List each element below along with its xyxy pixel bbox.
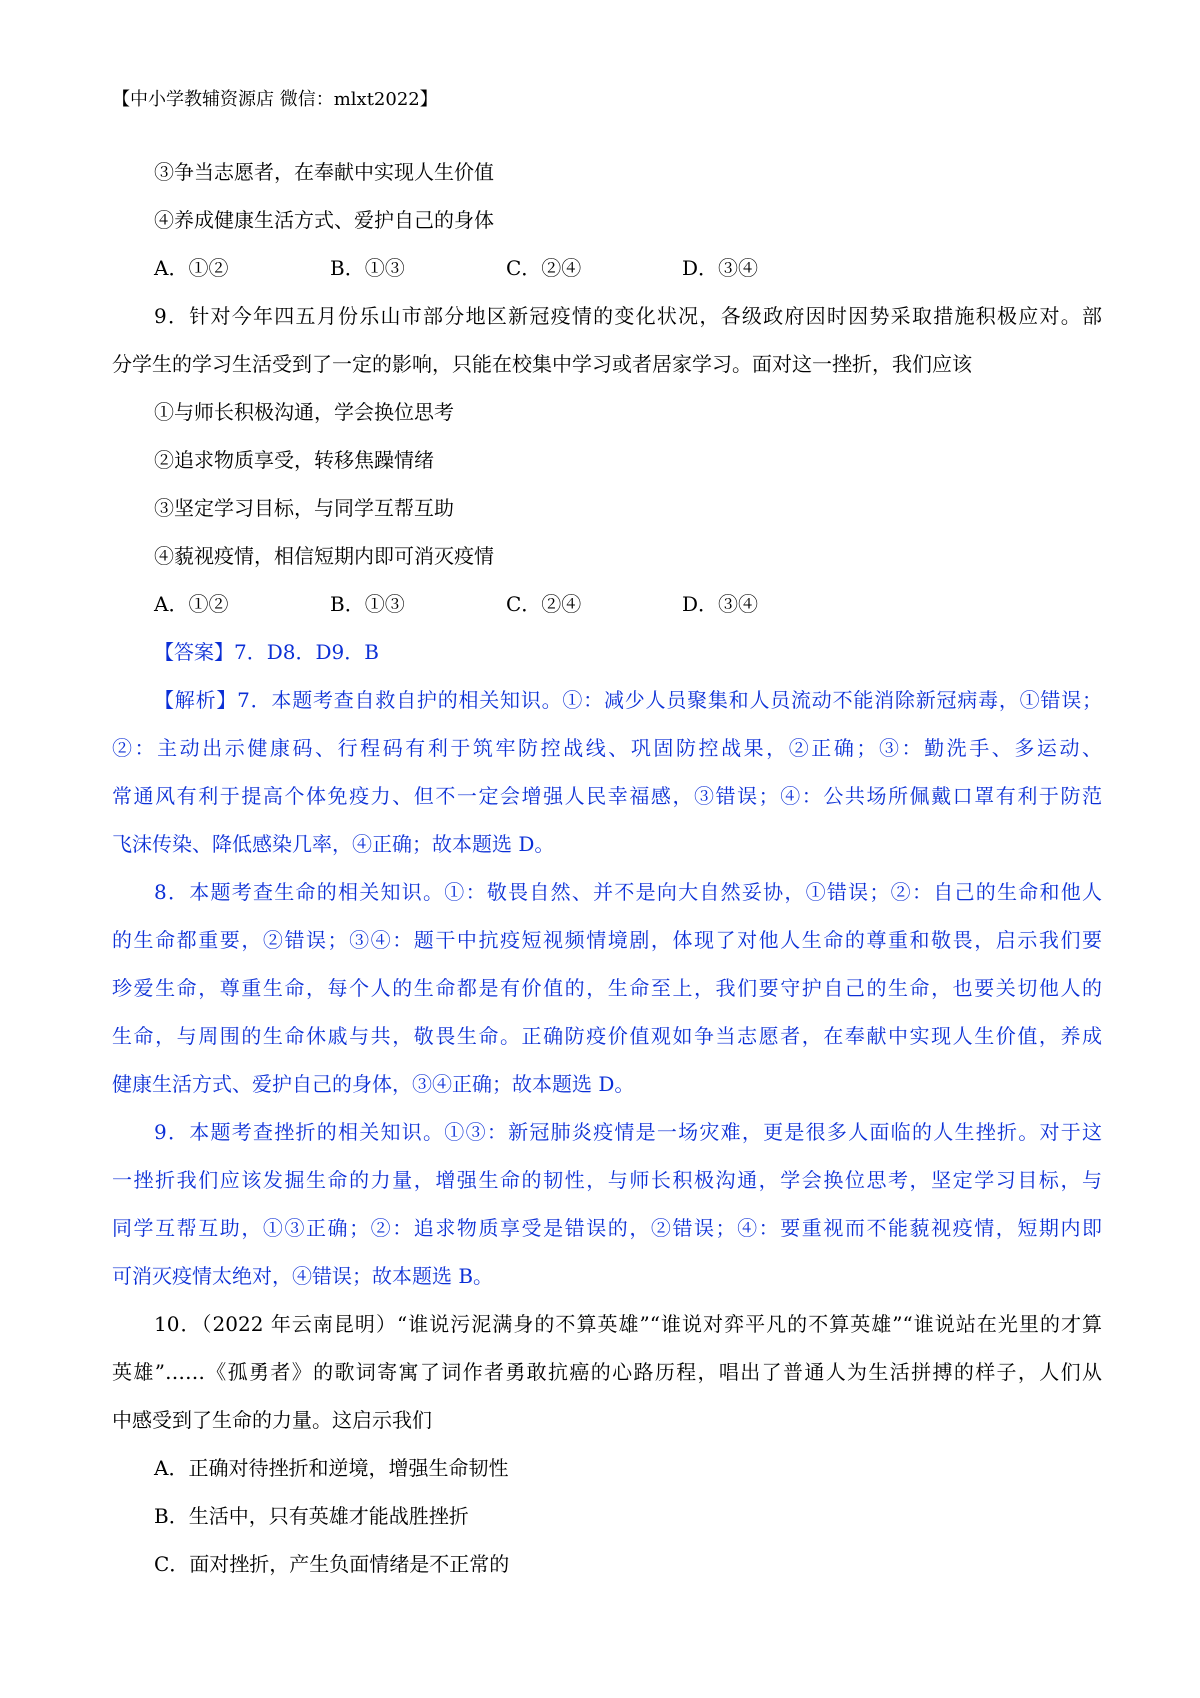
analysis-9-line-2: 一挫折我们应该发掘生命的力量，增强生命的韧性，与师长积极沟通，学会换位思考，坚定学习目标，与 [112,1168,1102,1192]
analysis-8-line-2: 的生命都重要，②错误；③④：题干中抗疫短视频情境剧，体现了对他人生命的尊重和敬畏，启示我们要 [112,928,1102,952]
analysis-9-line-1: 9．本题考查挫折的相关知识。①③：新冠肺炎疫情是一场灾难，更是很多人面临的人生挫折。对于这 [154,1120,1102,1144]
analysis-8-line-4: 生命，与周围的生命休戚与共，敬畏生命。正确防疫价值观如争当志愿者，在奉献中实现人生价值，养成 [112,1024,1102,1048]
q10-stem-line-3: 中感受到了生命的力量。这启示我们 [112,1408,432,1432]
analysis-7-line-1: 【解析】7．本题考查自救自护的相关知识。①：减少人员聚集和人员流动不能消除新冠病毒，①错误； [154,688,1102,712]
analysis-7-line-4: 飞沫传染、降低感染几率，④正确；故本题选 D。 [112,832,555,856]
q9-stem-line-2: 分学生的学习生活受到了一定的影响，只能在校集中学习或者居家学习。面对这一挫折，我们应该 [112,352,972,376]
q10-stem-line-1: 10．（2022 年云南昆明）“谁说污泥满身的不算英雄”“谁说对弈平凡的不算英雄”“谁说站在光里的才算 [154,1312,1102,1336]
q8-options [112,244,1102,292]
q8-option-a: A．①② [154,256,229,280]
q9-item-2: ②追求物质享受，转移焦躁情绪 [154,448,434,472]
answer-key: 【答案】7．D8．D9．B [154,640,379,664]
q8-option-d: D．③④ [682,256,759,280]
q9-item-4: ④藐视疫情，相信短期内即可消灭疫情 [154,544,494,568]
q9-options [112,580,1102,628]
q10-option-a: A．正确对待挫折和逆境，增强生命韧性 [154,1456,509,1480]
q9-item-3: ③坚定学习目标，与同学互帮互助 [154,496,454,520]
q9-option-c: C．②④ [506,592,582,616]
analysis-8-line-5: 健康生活方式、爱护自己的身体，③④正确；故本题选 D。 [112,1072,635,1096]
analysis-7-line-3: 常通风有利于提高个体免疫力、但不一定会增强人民幸福感，③错误；④：公共场所佩戴口罩有利于防范 [112,784,1102,808]
q9-option-d: D．③④ [682,592,759,616]
q8-item-4: ④养成健康生活方式、爱护自己的身体 [154,208,494,232]
q8-option-b: B．①③ [330,256,405,280]
analysis-8-line-1: 8．本题考查生命的相关知识。①：敬畏自然、并不是向大自然妥协，①错误；②：自己的生命和他人 [154,880,1102,904]
page-header: 【中小学教辅资源店 微信：mlxt2022】 [112,89,438,110]
analysis-8-line-3: 珍爱生命，尊重生命，每个人的生命都是有价值的，生命至上，我们要守护自己的生命，也要关切他人的 [112,976,1102,1000]
q8-option-c: C．②④ [506,256,582,280]
document-body [112,148,1102,1588]
q10-option-b: B．生活中，只有英雄才能战胜挫折 [154,1504,469,1528]
q10-stem-line-2: 英雄”……《孤勇者》的歌词寄寓了词作者勇敢抗癌的心路历程，唱出了普通人为生活拼搏的样子，人们从 [112,1360,1102,1384]
q9-option-a: A．①② [154,592,229,616]
q8-item-3: ③争当志愿者，在奉献中实现人生价值 [154,160,494,184]
analysis-7-line-2: ②：主动出示健康码、行程码有利于筑牢防控战线、巩固防控战果，②正确；③：勤洗手、多运动、 [112,736,1102,760]
analysis-9-line-4: 可消灭疫情太绝对，④错误；故本题选 B。 [112,1264,494,1288]
q9-stem-line-1: 9．针对今年四五月份乐山市部分地区新冠疫情的变化状况，各级政府因时因势采取措施积极应对。部 [154,304,1102,328]
q9-item-1: ①与师长积极沟通，学会换位思考 [154,400,454,424]
q9-option-b: B．①③ [330,592,405,616]
q10-option-c: C．面对挫折，产生负面情绪是不正常的 [154,1552,510,1576]
analysis-9-line-3: 同学互帮互助，①③正确；②：追求物质享受是错误的，②错误；④：要重视而不能藐视疫情，短期内即 [112,1216,1102,1240]
